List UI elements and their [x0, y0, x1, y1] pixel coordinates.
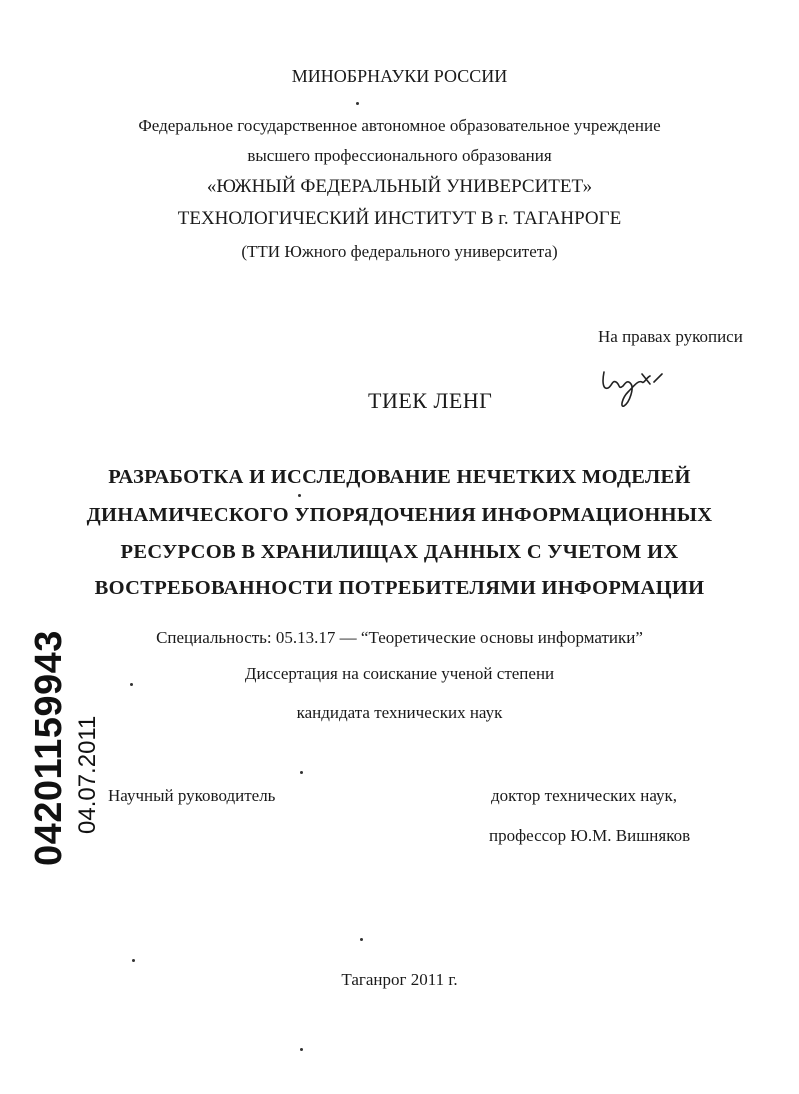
specialty: Специальность: 05.13.17 — “Теоретические основы информатики” [156, 628, 643, 647]
city-year: Таганрог 2011 г. [341, 970, 458, 989]
title-line: РАЗРАБОТКА И ИССЛЕДОВАНИЕ НЕЧЕТКИХ МОДЕЛЕЙ [108, 466, 691, 488]
scan-speck [300, 771, 303, 774]
scan-speck [360, 938, 363, 941]
organization-line-1: Федеральное государственное автономное образовательное учреждение [138, 116, 661, 135]
supervisor-degree: доктор технических наук, [491, 786, 678, 805]
degree-line-2: кандидата технических наук [296, 703, 503, 722]
stamp-number: 04201159943 [28, 630, 70, 866]
stamp-date: 04.07.2011 [74, 715, 101, 834]
title-line: ВОСТРЕБОВАННОСТИ ПОТРЕБИТЕЛЯМИ ИНФОРМАЦИИ [94, 577, 705, 599]
supervisor-label: Научный руководитель [108, 786, 276, 805]
scan-speck [132, 959, 135, 962]
ministry-name: МИНОБРНАУКИ РОССИИ [291, 66, 508, 86]
author-name: ТИЕК ЛЕНГ [368, 388, 493, 413]
organization-line-2: высшего профессионального образования [247, 146, 552, 165]
signature-icon [598, 360, 668, 410]
scan-speck [130, 683, 133, 686]
degree-line-1: Диссертация на соискание ученой степени [244, 664, 555, 683]
title-line: РЕСУРСОВ В ХРАНИЛИЩАХ ДАННЫХ С УЧЕТОМ ИХ [120, 541, 679, 563]
manuscript-note: На правах рукописи [598, 327, 743, 346]
scan-speck [298, 494, 301, 497]
title-line: ДИНАМИЧЕСКОГО УПОРЯДОЧЕНИЯ ИНФОРМАЦИОННЫХ [86, 504, 713, 526]
scan-speck [356, 102, 359, 105]
university-name: «ЮЖНЫЙ ФЕДЕРАЛЬНЫЙ УНИВЕРСИТЕТ» [206, 176, 593, 197]
supervisor-name: профессор Ю.М. Вишняков [489, 826, 691, 845]
institute-name: ТЕХНОЛОГИЧЕСКИЙ ИНСТИТУТ В г. ТАГАНРОГЕ [177, 208, 622, 229]
scan-speck [300, 1048, 303, 1051]
institute-short-name: (ТТИ Южного федерального университета) [241, 242, 558, 261]
